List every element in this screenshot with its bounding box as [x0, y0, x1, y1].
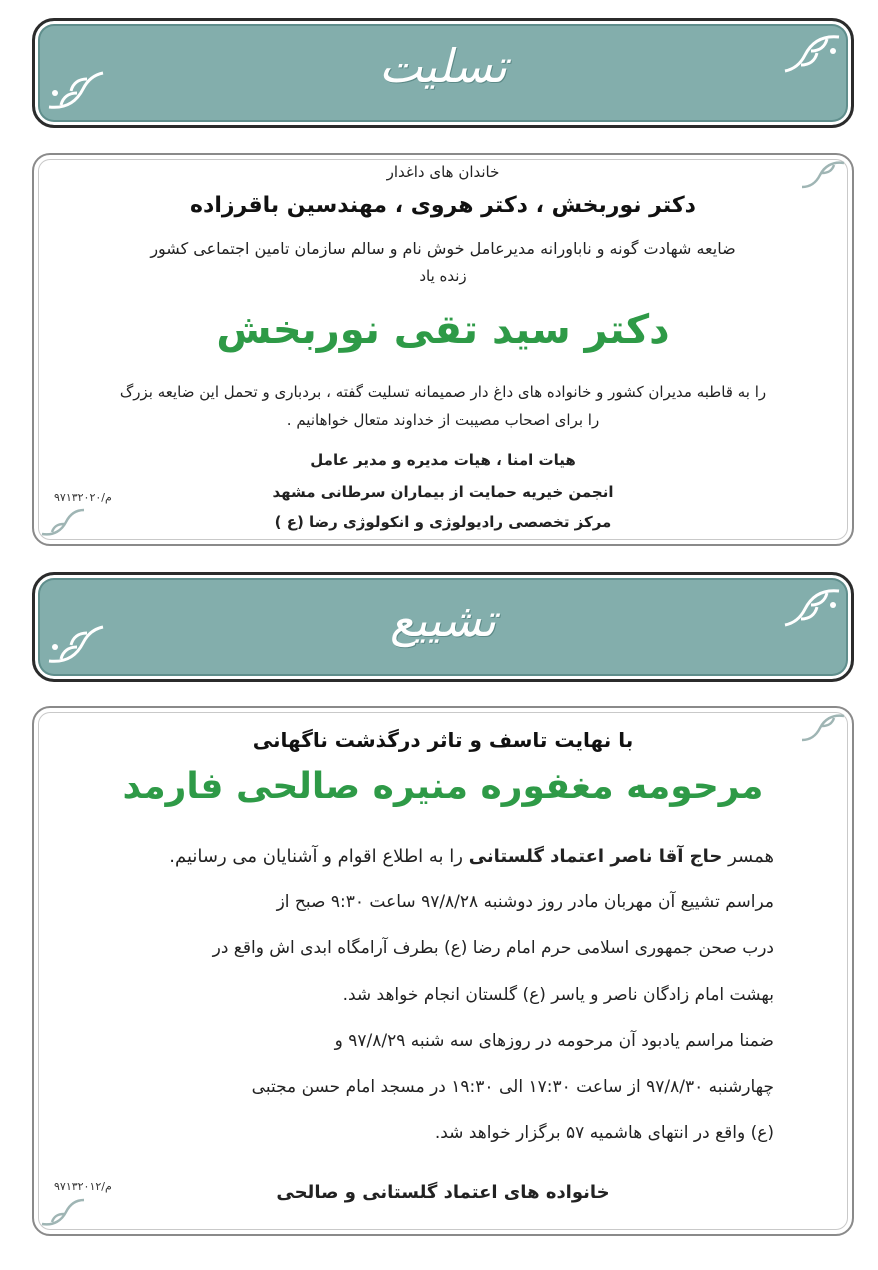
- funeral-notice: [32, 706, 854, 1236]
- spouse-line: همسر حاج آقا ناصر اعتماد گلستانی را به اطلاع اقوام و آشنایان می رسانیم.: [169, 846, 774, 867]
- body-line-1: را به قاطبه مدیران کشور و خانواده های داغ دار صمیمانه تسلیت گفته ، بردباری و تحمل این ضایعه بزرگ: [119, 383, 767, 401]
- late-label: زنده یاد: [419, 267, 467, 285]
- intro-line: با نهایت تاسف و تاثر درگذشت ناگهانی: [252, 728, 634, 752]
- banner-title: تشییع: [389, 593, 497, 647]
- memorial-line-2: چهارشنبه ۹۷/۸/۳۰ از ساعت ۱۷:۳۰ الی ۱۹:۳۰ در مسجد امام حسن مجتبی: [251, 1077, 774, 1097]
- ad-code: م/۹۷۱۳۲۰۲۰: [54, 491, 112, 504]
- intro-line: خاندان های داغدار: [386, 163, 500, 181]
- org-line-3: مرکز تخصصی رادیولوژی و انکولوژی رضا (ع ): [274, 513, 612, 531]
- ad-code: م/۹۷۱۳۲۰۱۲: [54, 1180, 112, 1193]
- tragedy-line: ضایعه شهادت گونه و ناباورانه مدیرعامل خوش نام و سالم سازمان تامین اجتماعی کشور: [150, 239, 736, 258]
- funeral-line-1: مراسم تشییع آن مهربان مادر روز دوشنبه ۹۷/۸/۲۸ ساعت ۹:۳۰ صبح از: [276, 892, 774, 912]
- funeral-line-2: درب صحن جمهوری اسلامی حرم امام رضا (ع) بطرف آرامگاه ابدی اش واقع در: [212, 938, 774, 958]
- families-line: دکتر نوربخش ، دکتر هروی ، مهندسین باقرزاده: [190, 193, 696, 218]
- deceased-name: دکتر سید تقی نوربخش: [216, 307, 670, 353]
- memorial-line-1: ضمنا مراسم یادبود آن مرحومه در روزهای سه شنبه ۹۷/۸/۲۹ و: [334, 1031, 774, 1051]
- deceased-name: مرحومه مغفوره منیره صالحی فارمد: [122, 766, 764, 807]
- org-line-2: انجمن خیریه حمایت از بیماران سرطانی مشهد: [272, 483, 614, 501]
- signature: خانواده های اعتماد گلستانی و صالحی: [276, 1182, 610, 1203]
- spouse-name: حاج آقا ناصر اعتماد گلستانی: [468, 846, 723, 867]
- condolence-banner: [32, 18, 854, 128]
- condolence-notice: [32, 153, 854, 546]
- org-line-1: هیات امنا ، هیات مدیره و مدیر عامل: [310, 451, 576, 469]
- funeral-banner: [32, 572, 854, 682]
- banner-title: تسلیت: [378, 39, 508, 93]
- body-line-2: را برای اصحاب مصیبت از خداوند متعال خواهانیم .: [286, 411, 600, 429]
- funeral-line-3: بهشت امام زادگان ناصر و یاسر (ع) گلستان انجام خواهد شد.: [342, 985, 774, 1005]
- memorial-line-3: (ع) واقع در انتهای هاشمیه ۵۷ برگزار خواهد شد.: [434, 1123, 774, 1143]
